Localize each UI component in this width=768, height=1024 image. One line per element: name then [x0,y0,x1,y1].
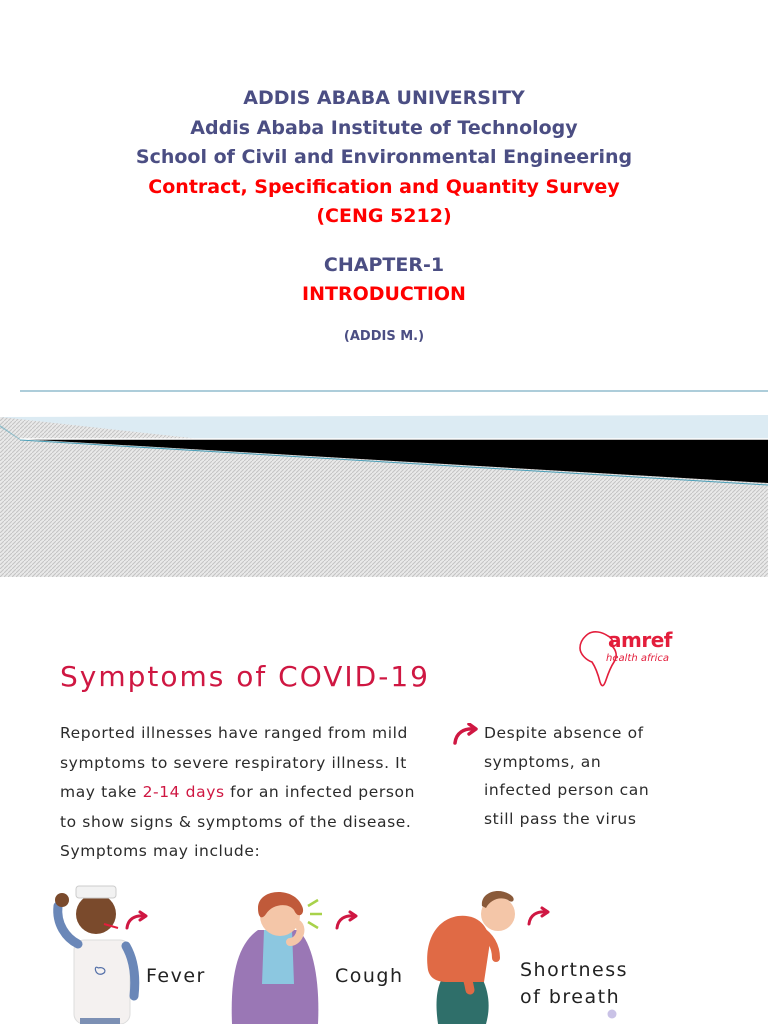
decorative-dot [606,1008,618,1020]
intro-line-3-end: for an infected person [224,783,416,801]
fever-arrow-icon [124,910,152,930]
chapter-number: CHAPTER-1 [323,254,445,276]
cough-arrow-icon [334,910,362,930]
intro-line-3-start: may take [60,783,143,801]
curved-arrow-icon [452,723,480,745]
covid-symptoms-slide [0,580,768,1024]
amref-logo [576,628,686,688]
breathless-person-illustration [420,886,524,1024]
breath-arrow-icon [526,906,554,926]
note-line-3: infected person can [484,781,650,799]
school-name: School of Civil and Environmental Engineering [135,146,633,168]
intro-line-2: symptoms to severe respiratory illness. It [60,753,407,772]
course-code: (CENG 5212) [316,205,452,227]
intro-line-3 [60,778,450,808]
logo-tagline: health africa [606,653,669,664]
author-name: (ADDIS M.) [343,329,425,344]
fever-person-illustration [48,878,140,1024]
intro-line-1: Reported illnesses have ranged from mild [60,724,408,742]
logo-name: amref [608,628,672,652]
incubation-highlight: 2-14 days [142,783,225,801]
intro-paragraph [60,719,450,867]
intro-line-4: to show signs & symptoms of the disease. [60,812,412,831]
symptom-cough: Cough [335,965,404,987]
intro-line-5: Symptoms may include: [60,842,261,860]
symptom-breath-line-1: Shortness [520,959,629,981]
note-line-1: Despite absence of [484,724,644,742]
symptom-breath-line-2: of breath [520,986,621,1008]
course-title: Contract, Specification and Quantity Survey [148,176,620,198]
note-line-4: still pass the virus [484,809,637,828]
symptom-fever: Fever [146,965,206,987]
chapter-title: INTRODUCTION [302,283,466,305]
institute-name: Addis Ababa Institute of Technology [190,117,578,139]
university-name: ADDIS ABABA UNIVERSITY [243,87,525,109]
asymptomatic-note [484,719,649,833]
note-line-2: symptoms, an [484,752,602,771]
decorative-stripes [0,385,768,580]
covid-title: Symptoms of COVID-19 [60,660,430,693]
cough-person-illustration [228,884,328,1024]
